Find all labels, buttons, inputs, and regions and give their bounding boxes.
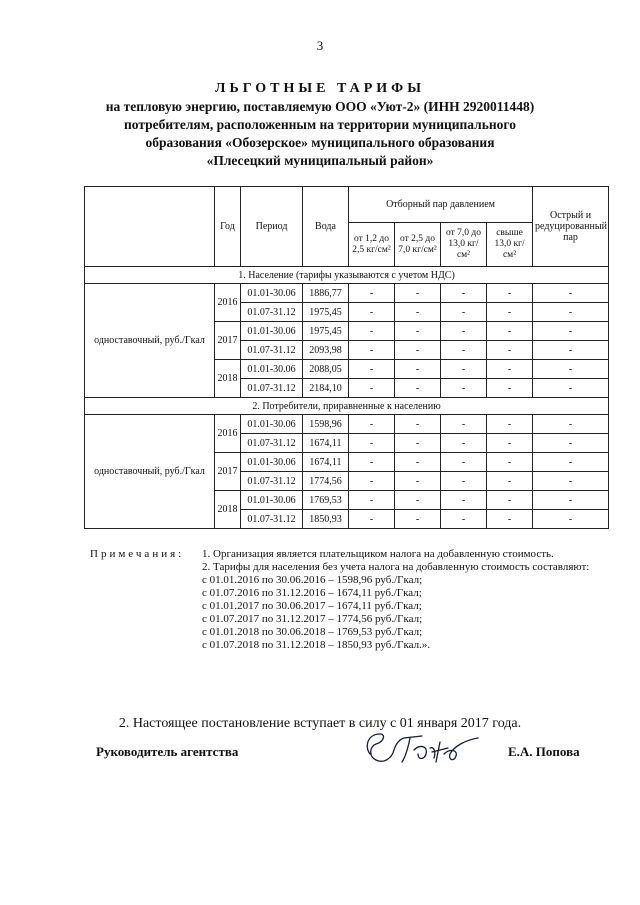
steam-cell: - [349,379,395,398]
sharp-steam-cell: - [533,415,609,434]
steam-cell: - [395,341,441,360]
steam-cell: - [395,453,441,472]
water-cell: 1975,45 [303,322,349,341]
steam-cell: - [441,322,487,341]
year-cell: 2017 [215,453,241,491]
steam-cell: - [441,510,487,529]
signer-name: Е.А. Попова [508,744,580,759]
note-item: с 01.07.2016 по 31.12.2016 – 1674,11 руб./Гкал; [202,587,422,599]
steam-cell: - [395,360,441,379]
period-cell: 01.01-30.06 [241,284,303,303]
sharp-steam-cell: - [533,453,609,472]
steam-cell: - [487,472,533,491]
steam-cell: - [349,415,395,434]
period-cell: 01.07-31.12 [241,472,303,491]
year-cell: 2016 [215,415,241,453]
notes-label: Примечания: [90,548,185,560]
sharp-steam-cell: - [533,360,609,379]
steam-cell: - [349,434,395,453]
sharp-steam-cell: - [533,510,609,529]
steam-cell: - [395,510,441,529]
sharp-steam-cell: - [533,284,609,303]
decree-text: 2. Настоящее постановление вступает в силу с 01 января 2017 года. [118,716,522,731]
year-cell: 2018 [215,360,241,398]
steam-cell: - [395,415,441,434]
steam-cell: - [395,284,441,303]
steam-cell: - [487,453,533,472]
period-cell: 01.01-30.06 [241,360,303,379]
steam-cell: - [441,303,487,322]
table-row [85,284,609,303]
title-main: ЛЬГОТНЫЕ ТАРИФЫ [215,81,425,96]
header-sharp-steam: Острый и редуцированный пар [533,187,609,267]
page-number: 3 [316,38,324,53]
period-cell: 01.01-30.06 [241,491,303,510]
handwritten-signature [362,724,482,774]
steam-cell: - [395,434,441,453]
steam-cell: - [395,322,441,341]
steam-cell: - [487,510,533,529]
water-cell: 1674,11 [303,453,349,472]
note-item: 1. Организация является плательщиком налога на добавленную стоимость. [202,548,554,560]
steam-cell: - [441,284,487,303]
water-cell: 1886,77 [303,284,349,303]
steam-cell: - [349,360,395,379]
water-cell: 1774,56 [303,472,349,491]
note-item: с 01.01.2018 по 30.06.2018 – 1769,53 руб./Гкал; [202,626,423,638]
steam-cell: - [487,379,533,398]
period-cell: 01.07-31.12 [241,379,303,398]
steam-cell: - [349,472,395,491]
steam-cell: - [441,491,487,510]
steam-cell: - [349,303,395,322]
steam-cell: - [441,360,487,379]
header-pressure-1: от 1,2 до 2,5 кг/см² [349,223,395,267]
steam-cell: - [349,453,395,472]
row-label: одноставочный, руб./Гкал [85,415,215,529]
header-steam-group: Отборный пар давлением [349,187,533,223]
title-line: потребителям, расположенным на территории муниципального [124,117,516,132]
steam-cell: - [487,322,533,341]
header-pressure-3: от 7,0 до 13,0 кг/см² [441,223,487,267]
header-year: Год [215,187,241,267]
sharp-steam-cell: - [533,491,609,510]
steam-cell: - [349,341,395,360]
sharp-steam-cell: - [533,303,609,322]
section-title: 2. Потребители, приравненные к населению [85,398,609,415]
steam-cell: - [487,303,533,322]
period-cell: 01.01-30.06 [241,415,303,434]
water-cell: 1598,96 [303,415,349,434]
title-line: на тепловую энергию, поставляемую ООО «Уют-2» (ИНН 2920011448) [105,99,535,114]
tariff-table [84,186,609,529]
year-cell: 2017 [215,322,241,360]
water-cell: 1975,45 [303,303,349,322]
signer-role: Руководитель агентства [96,744,239,759]
water-cell: 2093,98 [303,341,349,360]
steam-cell: - [441,341,487,360]
header-empty [85,187,215,267]
steam-cell: - [349,322,395,341]
row-label: одноставочный, руб./Гкал [85,284,215,398]
water-cell: 2088,05 [303,360,349,379]
period-cell: 01.07-31.12 [241,434,303,453]
steam-cell: - [487,341,533,360]
steam-cell: - [395,303,441,322]
period-cell: 01.07-31.12 [241,510,303,529]
document-title [40,80,600,170]
note-item: с 01.01.2016 по 30.06.2016 – 1598,96 руб./Гкал; [202,574,423,586]
note-item: с 01.07.2018 по 31.12.2018 – 1850,93 руб./Гкал.». [202,639,431,651]
period-cell: 01.01-30.06 [241,322,303,341]
period-cell: 01.01-30.06 [241,453,303,472]
water-cell: 2184,10 [303,379,349,398]
steam-cell: - [487,284,533,303]
note-item: с 01.01.2017 по 30.06.2017 – 1674,11 руб./Гкал; [202,600,422,612]
steam-cell: - [441,434,487,453]
steam-cell: - [487,415,533,434]
header-water: Вода [303,187,349,267]
year-cell: 2016 [215,284,241,322]
steam-cell: - [441,453,487,472]
steam-cell: - [349,284,395,303]
steam-cell: - [395,472,441,491]
period-cell: 01.07-31.12 [241,303,303,322]
water-cell: 1850,93 [303,510,349,529]
steam-cell: - [395,491,441,510]
water-cell: 1674,11 [303,434,349,453]
sharp-steam-cell: - [533,379,609,398]
steam-cell: - [441,472,487,491]
steam-cell: - [349,510,395,529]
sharp-steam-cell: - [533,472,609,491]
notes-body [202,548,610,652]
header-pressure-2: от 2,5 до 7,0 кг/см² [395,223,441,267]
water-cell: 1769,53 [303,491,349,510]
steam-cell: - [441,415,487,434]
steam-cell: - [349,491,395,510]
steam-cell: - [487,491,533,510]
steam-cell: - [441,379,487,398]
title-line: образования «Обозерское» муниципального образования [145,135,495,150]
header-period: Период [241,187,303,267]
sharp-steam-cell: - [533,341,609,360]
period-cell: 01.07-31.12 [241,341,303,360]
steam-cell: - [487,360,533,379]
title-line: «Плесецкий муниципальный район» [206,153,434,168]
table-row [85,415,609,434]
steam-cell: - [487,434,533,453]
note-item: с 01.07.2017 по 31.12.2017 – 1774,56 руб./Гкал; [202,613,423,625]
section-title: 1. Население (тарифы указываются с учетом НДС) [85,267,609,284]
steam-cell: - [395,379,441,398]
year-cell: 2018 [215,491,241,529]
sharp-steam-cell: - [533,322,609,341]
sharp-steam-cell: - [533,434,609,453]
header-pressure-4: свыше 13,0 кг/см² [487,223,533,267]
note-item: 2. Тарифы для населения без учета налога на добавленную стоимость составляют: [202,561,590,573]
